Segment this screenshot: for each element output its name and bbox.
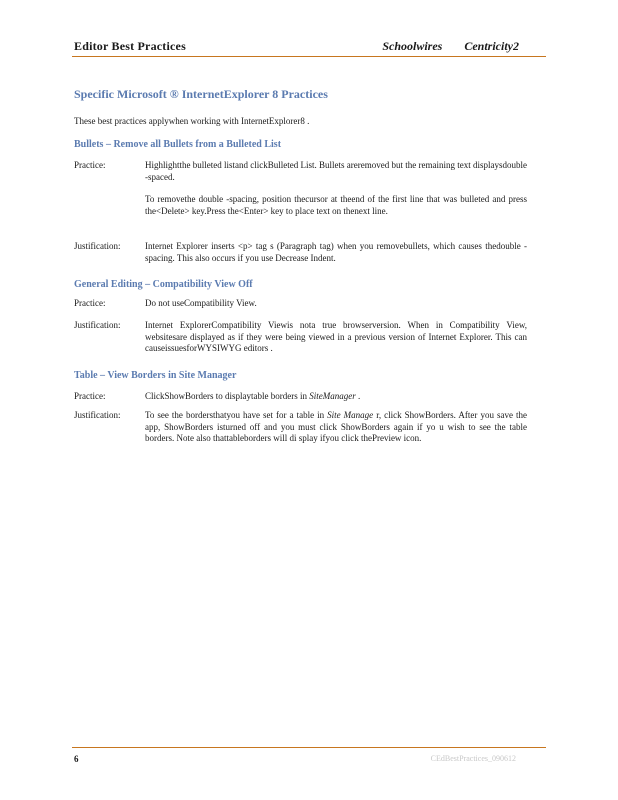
bullets-practice-p2: To removethe double -spacing, position thecursor at theend of the first line that was bulleted and press the<Delete> key.Press the<Enter> key to place text on thenext line. bbox=[145, 194, 527, 216]
table-practice-end: . bbox=[355, 391, 361, 401]
bullets-justification: Internet Explorer inserts <p> tag s (Paragraph tag) when you removebullets, which causes thedouble - spacing. This also occurs if you use Decrease Indent. bbox=[145, 241, 527, 263]
header-rule bbox=[72, 56, 546, 57]
table-just-italic: Site Manage bbox=[327, 410, 374, 420]
section-heading-bullets: Bullets – Remove all Bullets from a Bulleted List bbox=[74, 139, 282, 150]
header-title: Editor Best Practices bbox=[74, 39, 186, 53]
practice-label: Practice: bbox=[74, 160, 106, 170]
compat-justification: Internet ExplorerCompatibility Viewis nota true browserversion. When in Compatibility View, websitesare displayed as if they were being viewed in a previous version of Internet Explorer. This can causeissuesforWYSIWYG editors . bbox=[145, 320, 527, 353]
footer-doc-code: CEdBestPractices_090612 bbox=[430, 754, 516, 763]
header-branding bbox=[360, 39, 519, 54]
practice-label: Practice: bbox=[74, 298, 106, 308]
table-practice-text: ClickShowBorders to displaytable borders in bbox=[145, 391, 310, 401]
footer-rule bbox=[72, 747, 546, 748]
page-number: 6 bbox=[74, 754, 79, 764]
section-heading-main: Specific Microsoft ® InternetExplorer 8 Practices bbox=[74, 87, 328, 101]
justification-label: Justification: bbox=[74, 320, 121, 330]
practice-label: Practice: bbox=[74, 391, 106, 401]
header-company: Schoolwires bbox=[382, 39, 443, 53]
table-practice-italic: SiteManager bbox=[309, 391, 356, 401]
table-just-text: To see the bordersthatyou have set for a table in bbox=[145, 410, 328, 420]
table-justification bbox=[145, 410, 527, 445]
section-intro: These best practices applywhen working with InternetExplorer8 . bbox=[74, 116, 310, 126]
table-just-rest: r, click ShowBorders. After you save the app, ShowBorders isturned off and you must click ShowBorders again if yo u wish to see the table borders. Note also thattableborders will di splay ifyou click thePreview icon. bbox=[145, 410, 528, 443]
bullets-practice-p1: Highlightthe bulleted listand clickBulleted List. Bullets areremoved but the remaining text displaysdouble -spaced. bbox=[145, 160, 527, 182]
justification-label: Justification: bbox=[74, 241, 121, 251]
section-heading-table: Table – View Borders in Site Manager bbox=[74, 370, 237, 381]
table-practice bbox=[145, 391, 527, 403]
compat-practice: Do not useCompatibility View. bbox=[145, 298, 257, 308]
header-product: Centricity2 bbox=[464, 39, 519, 53]
section-heading-compat: General Editing – Compatibility View Off bbox=[74, 279, 253, 290]
justification-label: Justification: bbox=[74, 410, 121, 420]
